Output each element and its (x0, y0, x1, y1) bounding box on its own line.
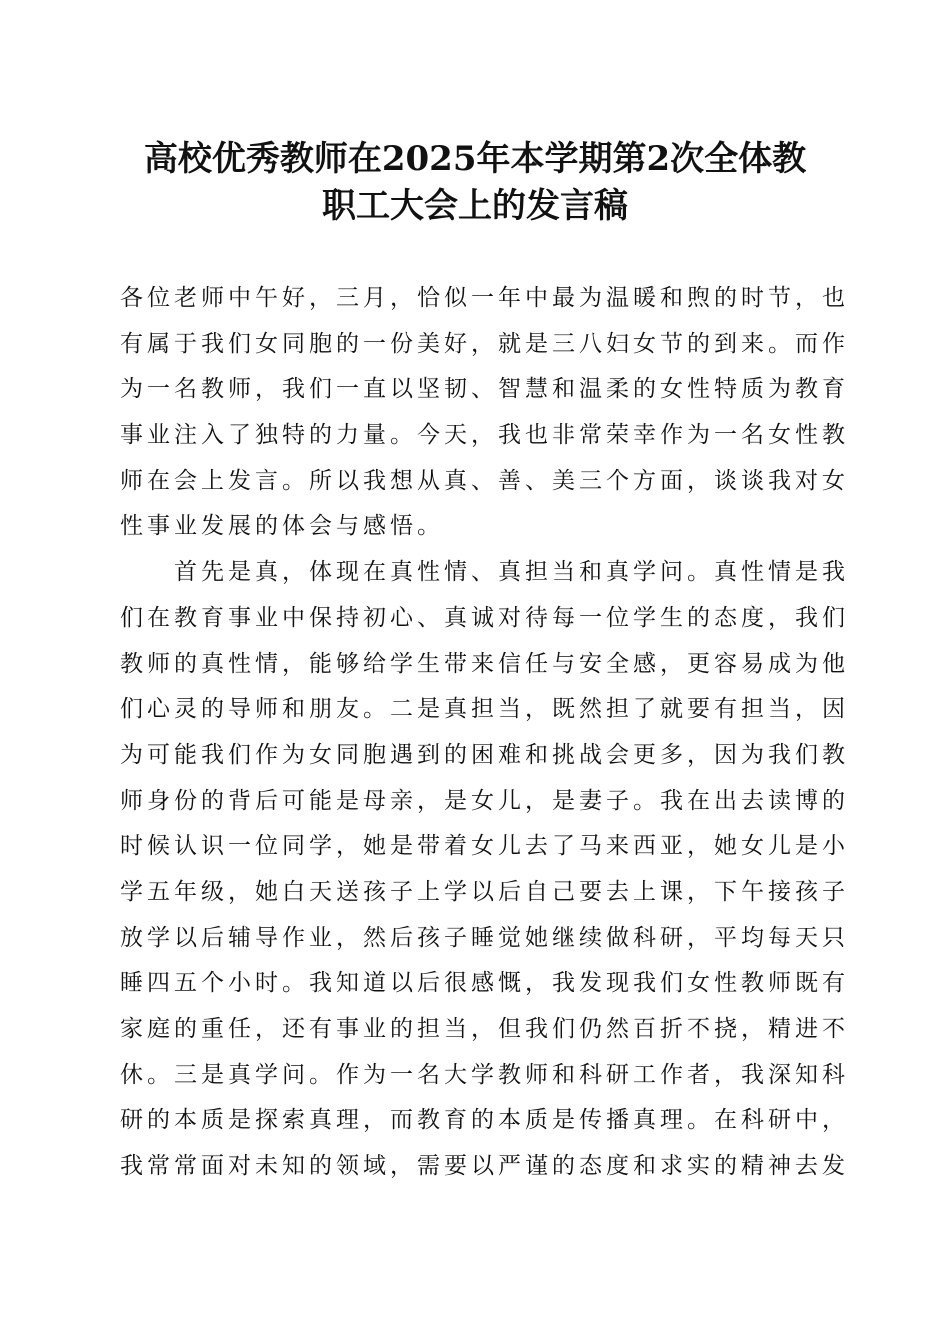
text-line: 首先是真，体现在真性情、真担当和真学问。真性情是我 (174, 559, 849, 586)
text-line: 学五年级，她白天送孩子上学以后自己要去上课，下午接孩子 (120, 878, 849, 905)
text-line: 家庭的重任，还有事业的担当，但我们仍然百折不挠，精进不 (120, 1016, 849, 1042)
title-line: 高校优秀教师在2025年本学期第2次全体教 (143, 139, 807, 179)
text-line: 时候认识一位同学，她是带着女儿去了马来西亚，她女儿是小 (120, 833, 849, 860)
text-line: 师在会上发言。所以我想从真、善、美三个方面，谈谈我对女 (120, 467, 849, 494)
text-line: 研的本质是探索真理，而教育的本质是传播真理。在科研中， (120, 1107, 849, 1134)
paragraph-1 (120, 276, 849, 550)
text-line: 有属于我们女同胞的一份美好，就是三八妇女节的到来。而作 (120, 330, 849, 357)
text-line: 我常常面对未知的领域，需要以严谨的态度和求实的精神去发 (120, 1153, 849, 1180)
text-line: 们在教育事业中保持初心、真诚对待每一位学生的态度，我们 (120, 604, 849, 631)
paragraph-2 (120, 550, 849, 1190)
text-line: 为一名教师，我们一直以坚韧、智慧和温柔的女性特质为教育 (120, 376, 849, 403)
text-line: 睡四五个小时。我知道以后很感慨，我发现我们女性教师既有 (120, 970, 849, 997)
text-line: 性事业发展的体会与感悟。 (120, 513, 444, 540)
text-line: 各位老师中午好，三月，恰似一年中最为温暖和煦的时节，也 (120, 285, 849, 311)
title-line: 职工大会上的发言稿 (322, 186, 628, 226)
text-line: 师身份的背后可能是母亲，是女儿，是妻子。我在出去读博的 (120, 787, 849, 814)
text-line: 教师的真性情，能够给学生带来信任与安全感，更容易成为他 (120, 650, 849, 677)
text-line: 们心灵的导师和朋友。二是真担当，既然担了就要有担当，因 (120, 696, 849, 723)
text-line: 放学以后辅导作业，然后孩子睡觉她继续做科研，平均每天只 (120, 924, 849, 951)
text-line: 事业注入了独特的力量。今天，我也非常荣幸作为一名女性教 (120, 422, 849, 449)
document-title (110, 136, 840, 230)
document-body (120, 276, 849, 1190)
text-line: 为可能我们作为女同胞遇到的困难和挑战会更多，因为我们教 (120, 741, 849, 768)
text-line: 休。三是真学问。作为一名大学教师和科研工作者，我深知科 (120, 1061, 849, 1088)
